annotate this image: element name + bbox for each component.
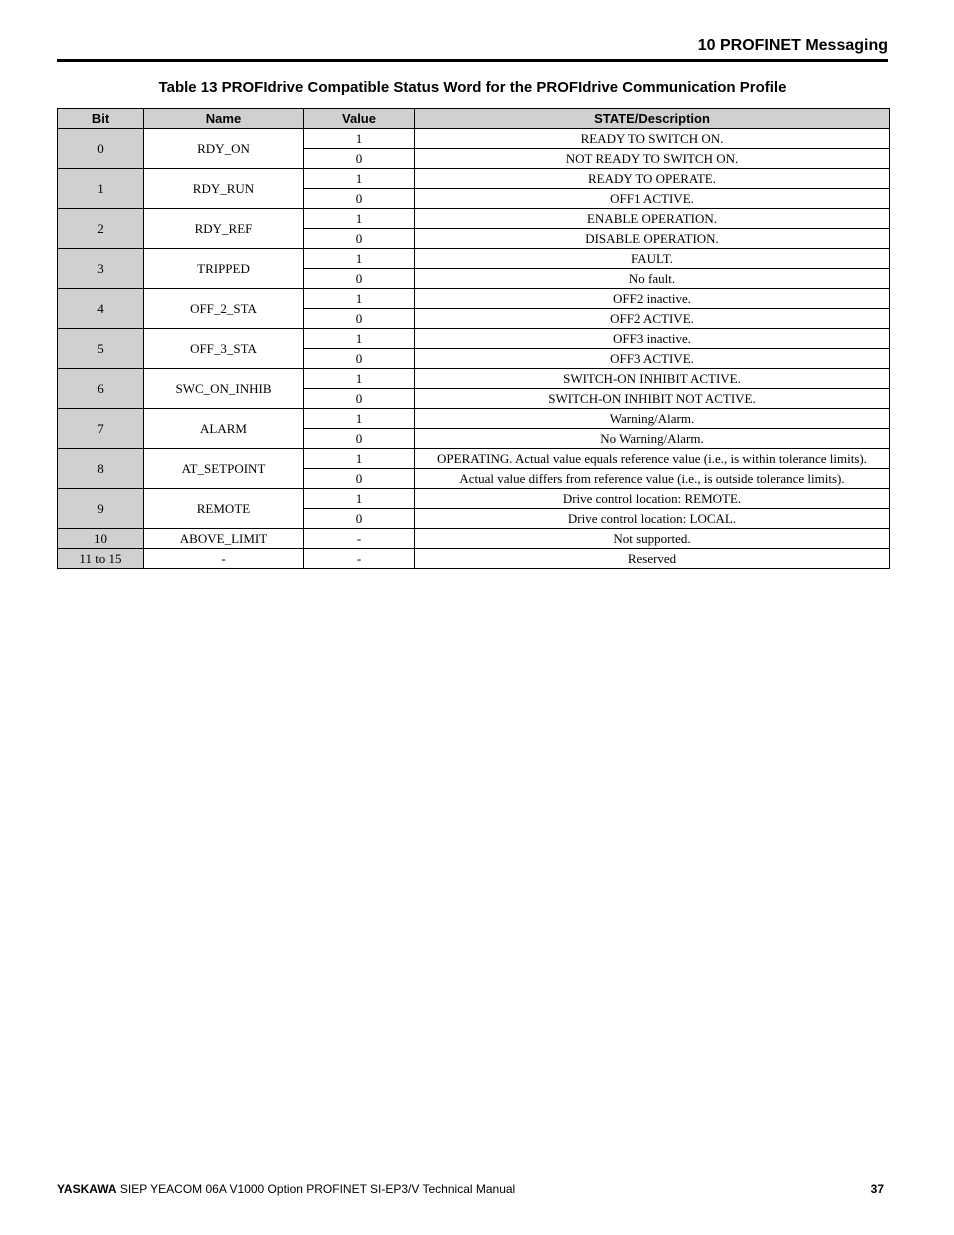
name-cell: - xyxy=(144,549,304,569)
value-cell: 1 xyxy=(304,369,415,389)
bit-cell: 2 xyxy=(58,209,144,249)
table-row xyxy=(58,249,890,269)
bit-cell: 7 xyxy=(58,409,144,449)
name-cell: RDY_REF xyxy=(144,209,304,249)
value-cell: 0 xyxy=(304,269,415,289)
table-row xyxy=(58,489,890,509)
description-cell: SWITCH-ON INHIBIT NOT ACTIVE. xyxy=(415,389,890,409)
table-row xyxy=(58,449,890,469)
value-cell: - xyxy=(304,529,415,549)
description-cell: DISABLE OPERATION. xyxy=(415,229,890,249)
description-cell: SWITCH-ON INHIBIT ACTIVE. xyxy=(415,369,890,389)
value-cell: 1 xyxy=(304,209,415,229)
description-cell: Warning/Alarm. xyxy=(415,409,890,429)
column-header-value: Value xyxy=(304,109,415,129)
status-word-table xyxy=(57,108,890,569)
bit-cell: 11 to 15 xyxy=(58,549,144,569)
section-title: 10 PROFINET Messaging xyxy=(697,37,888,54)
value-cell: 0 xyxy=(304,309,415,329)
name-cell: OFF_3_STA xyxy=(144,329,304,369)
name-cell: ABOVE_LIMIT xyxy=(144,529,304,549)
column-header-description: STATE/Description xyxy=(415,109,890,129)
value-cell: 1 xyxy=(304,329,415,349)
description-cell: OPERATING. Actual value equals reference value (i.e., is within tolerance limits). xyxy=(415,449,890,469)
description-cell: No Warning/Alarm. xyxy=(415,429,890,449)
name-cell: RDY_RUN xyxy=(144,169,304,209)
name-cell: RDY_ON xyxy=(144,129,304,169)
value-cell: 1 xyxy=(304,129,415,149)
table-header-row xyxy=(58,109,890,129)
column-header-name: Name xyxy=(144,109,304,129)
bit-cell: 5 xyxy=(58,329,144,369)
description-cell: Not supported. xyxy=(415,529,890,549)
description-cell: OFF1 ACTIVE. xyxy=(415,189,890,209)
value-cell: - xyxy=(304,549,415,569)
value-cell: 1 xyxy=(304,449,415,469)
name-cell: TRIPPED xyxy=(144,249,304,289)
description-cell: OFF3 inactive. xyxy=(415,329,890,349)
header-rule xyxy=(57,59,888,62)
value-cell: 1 xyxy=(304,169,415,189)
description-cell: ENABLE OPERATION. xyxy=(415,209,890,229)
table-row xyxy=(58,529,890,549)
description-cell: READY TO OPERATE. xyxy=(415,169,890,189)
bit-cell: 6 xyxy=(58,369,144,409)
description-cell: Drive control location: REMOTE. xyxy=(415,489,890,509)
value-cell: 0 xyxy=(304,229,415,249)
table-row xyxy=(58,209,890,229)
value-cell: 1 xyxy=(304,289,415,309)
description-cell: Drive control location: LOCAL. xyxy=(415,509,890,529)
bit-cell: 0 xyxy=(58,129,144,169)
value-cell: 1 xyxy=(304,409,415,429)
bit-cell: 8 xyxy=(58,449,144,489)
name-cell: AT_SETPOINT xyxy=(144,449,304,489)
table-row xyxy=(58,369,890,389)
table-body xyxy=(58,129,890,569)
bit-cell: 4 xyxy=(58,289,144,329)
bit-cell: 1 xyxy=(58,169,144,209)
description-cell: OFF3 ACTIVE. xyxy=(415,349,890,369)
table-row xyxy=(58,169,890,189)
value-cell: 0 xyxy=(304,149,415,169)
name-cell: REMOTE xyxy=(144,489,304,529)
name-cell: ALARM xyxy=(144,409,304,449)
footer-manual: SIEP YEACOM 06A V1000 Option PROFINET SI-EP3/V Technical Manual xyxy=(116,1182,516,1196)
description-cell: No fault. xyxy=(415,269,890,289)
table-title: Table 13 PROFIdrive Compatible Status Word for the PROFIdrive Communication Profile xyxy=(158,79,787,96)
table-row xyxy=(58,289,890,309)
value-cell: 1 xyxy=(304,249,415,269)
page-number: 37 xyxy=(870,1182,884,1196)
value-cell: 0 xyxy=(304,429,415,449)
value-cell: 0 xyxy=(304,469,415,489)
bit-cell: 9 xyxy=(58,489,144,529)
description-cell: OFF2 inactive. xyxy=(415,289,890,309)
description-cell: FAULT. xyxy=(415,249,890,269)
footer-manual-title xyxy=(57,1182,515,1196)
bit-cell: 10 xyxy=(58,529,144,549)
value-cell: 0 xyxy=(304,349,415,369)
table-row xyxy=(58,329,890,349)
value-cell: 1 xyxy=(304,489,415,509)
value-cell: 0 xyxy=(304,389,415,409)
bit-cell: 3 xyxy=(58,249,144,289)
footer-brand: YASKAWA xyxy=(57,1182,117,1196)
description-cell: NOT READY TO SWITCH ON. xyxy=(415,149,890,169)
description-cell: READY TO SWITCH ON. xyxy=(415,129,890,149)
description-cell: Actual value differs from reference value (i.e., is outside tolerance limits). xyxy=(415,469,890,489)
name-cell: OFF_2_STA xyxy=(144,289,304,329)
value-cell: 0 xyxy=(304,509,415,529)
column-header-bit: Bit xyxy=(58,109,144,129)
value-cell: 0 xyxy=(304,189,415,209)
table-row xyxy=(58,409,890,429)
name-cell: SWC_ON_INHIB xyxy=(144,369,304,409)
description-cell: Reserved xyxy=(415,549,890,569)
table-row xyxy=(58,129,890,149)
description-cell: OFF2 ACTIVE. xyxy=(415,309,890,329)
table-row xyxy=(58,549,890,569)
